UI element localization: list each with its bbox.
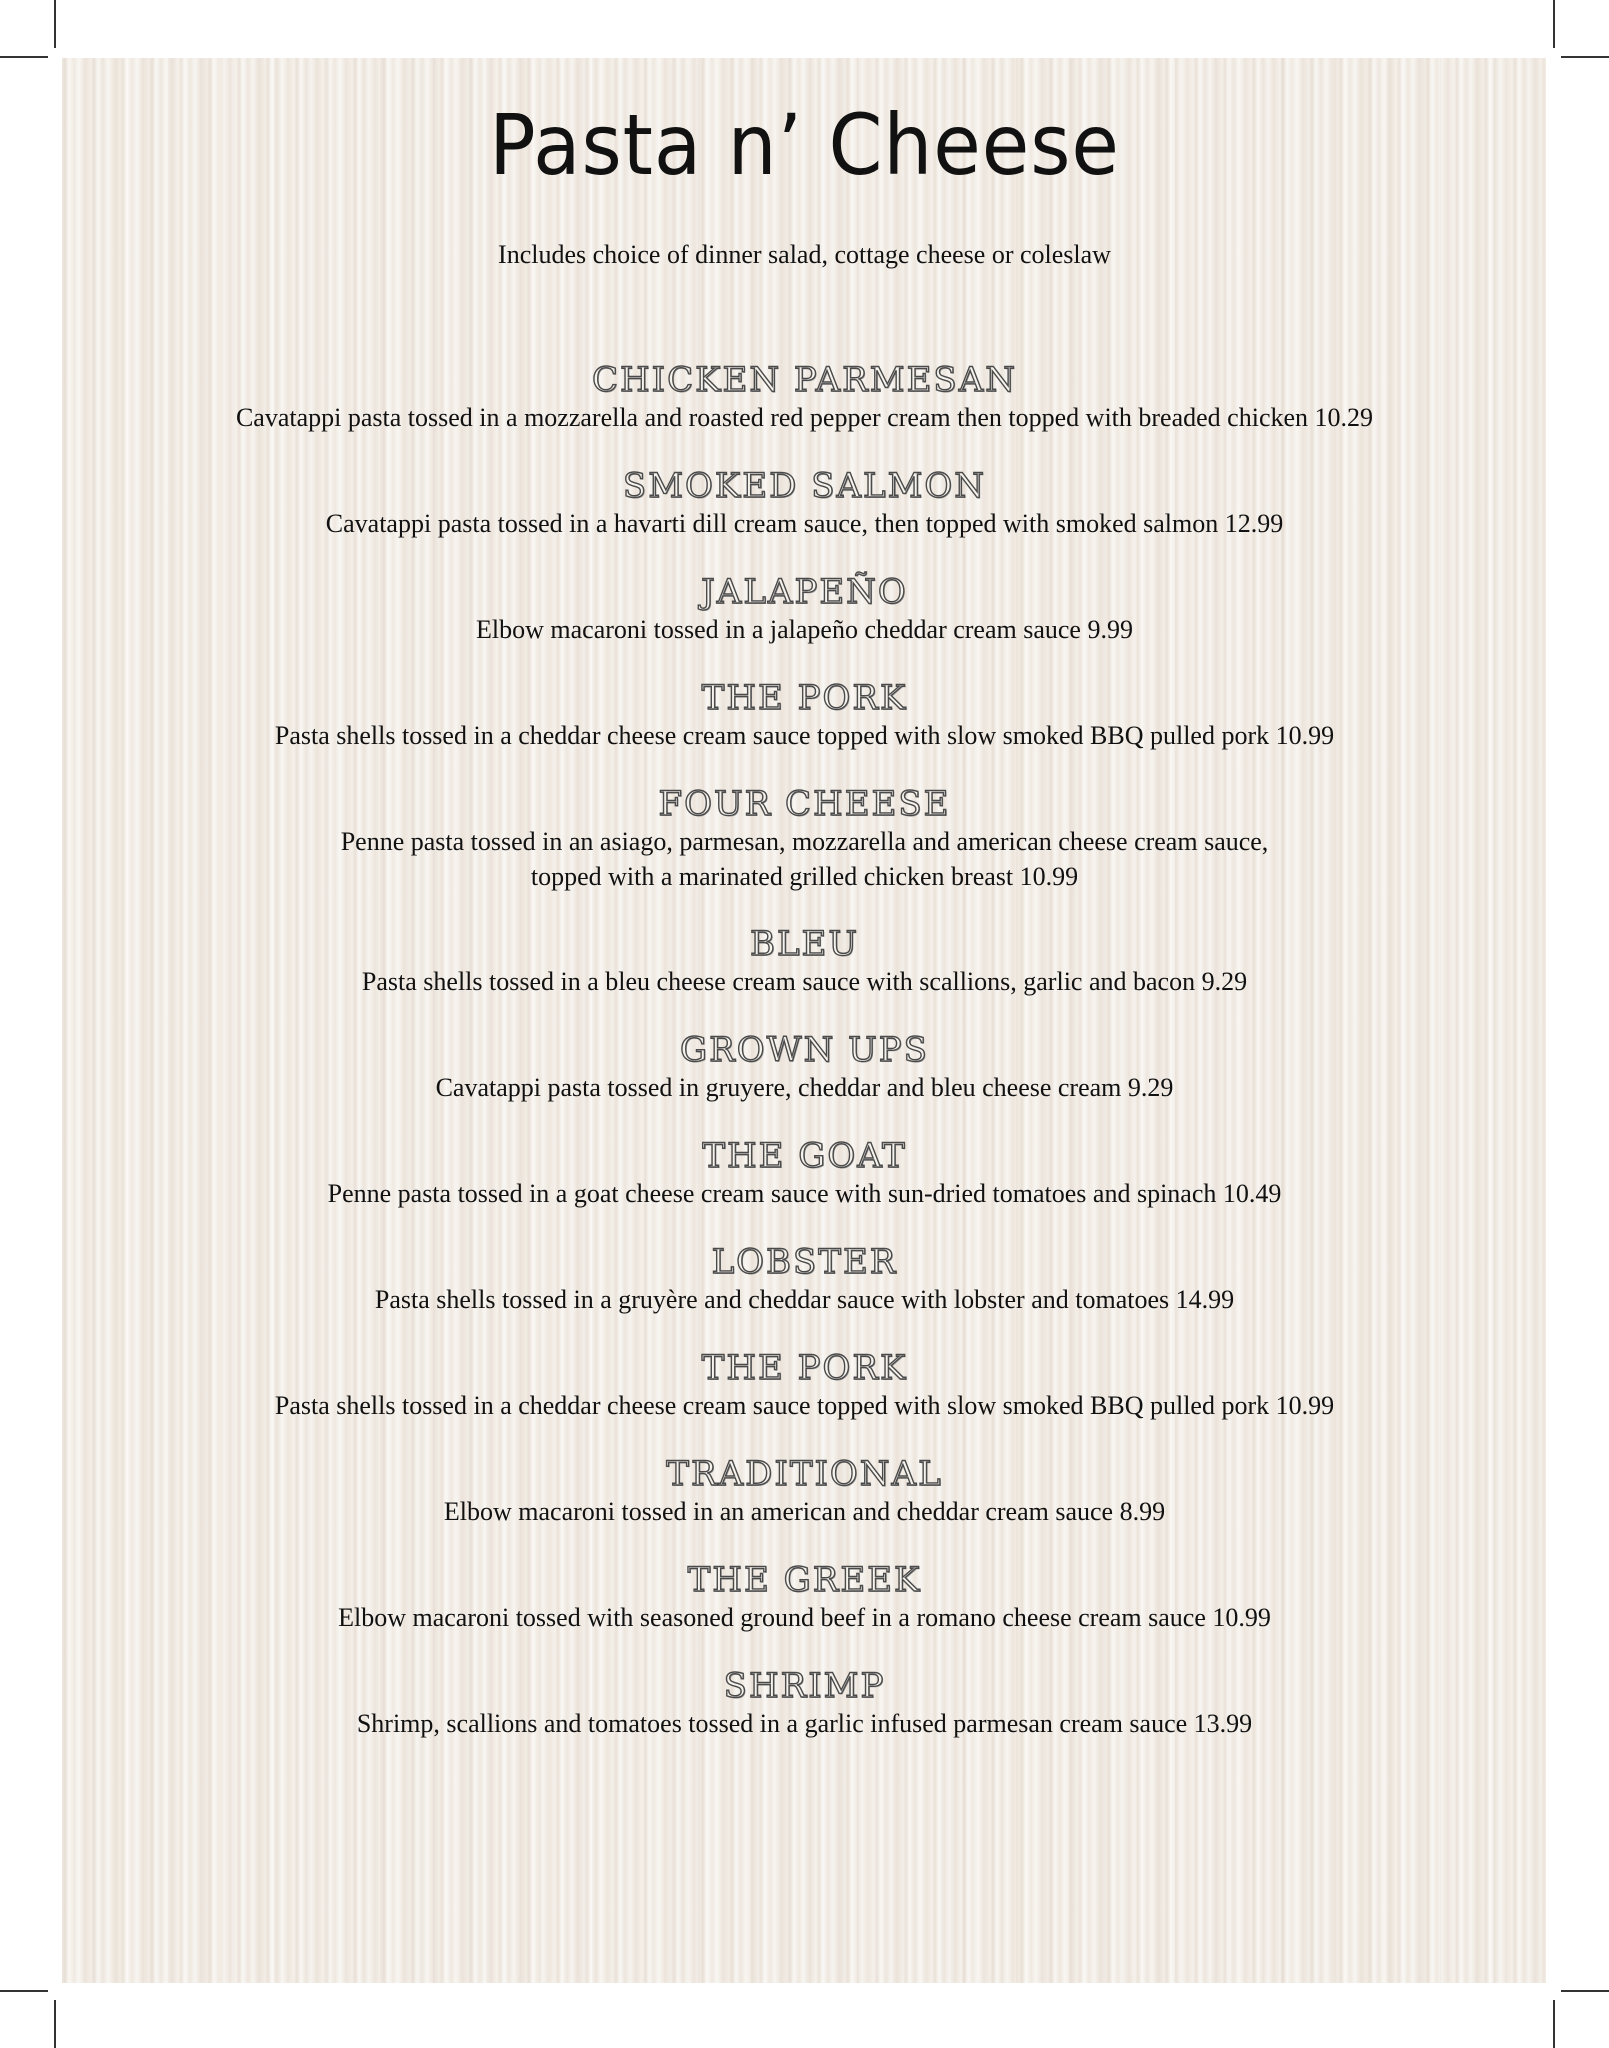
menu-item-name: THE GOAT: [702, 1136, 907, 1176]
menu-item-description: Penne pasta tossed in a goat cheese cream sauce with sun-dried tomatoes and spinach 10.49: [327, 1179, 1282, 1208]
crop-mark: [1553, 2000, 1555, 2048]
menu-item: [0, 1666, 1609, 1741]
crop-mark: [1561, 56, 1609, 58]
menu-item-description: Elbow macaroni tossed with seasoned ground beef in a romano cheese cream sauce 10.99: [338, 1603, 1271, 1632]
menu-item: [0, 360, 1609, 435]
menu-item-description: Pasta shells tossed in a gruyère and cheddar sauce with lobster and tomatoes 14.99: [374, 1285, 1235, 1314]
menu-item-description: Shrimp, scallions and tomatoes tossed in a garlic infused parmesan cream sauce 13.99: [356, 1709, 1253, 1738]
crop-mark: [0, 56, 48, 58]
menu-item-name: GROWN UPS: [680, 1030, 929, 1070]
menu-item-description-line2: topped with a marinated grilled chicken breast 10.99: [530, 862, 1079, 891]
menu-item-name: JALAPEÑO: [701, 572, 908, 612]
menu-item-name: BLEU: [749, 924, 860, 964]
menu-item-description: Pasta shells tossed in a cheddar cheese cream sauce topped with slow smoked BBQ pulled pork 10.99: [274, 721, 1335, 750]
menu-item: [0, 1030, 1609, 1105]
menu-item-description: Cavatappi pasta tossed in a havarti dill cream sauce, then topped with smoked salmon 12.99: [325, 509, 1284, 538]
menu-item: [0, 572, 1609, 647]
menu-item: [0, 1454, 1609, 1529]
menu-item: [0, 784, 1609, 894]
menu-item-description: Elbow macaroni tossed in a jalapeño cheddar cream sauce 9.99: [476, 615, 1133, 644]
menu-item-description: Cavatappi pasta tossed in gruyere, cheddar and bleu cheese cream 9.29: [435, 1073, 1174, 1102]
menu-item-name: THE GREEK: [687, 1560, 922, 1600]
page-subtitle: Includes choice of dinner salad, cottage cheese or coleslaw: [498, 240, 1111, 269]
page-title: Pasta n’ Cheese: [489, 96, 1120, 194]
menu-item-name: TRADITIONAL: [666, 1454, 943, 1494]
menu-item-description: Pasta shells tossed in a cheddar cheese cream sauce topped with slow smoked BBQ pulled pork 10.99: [274, 1391, 1335, 1420]
menu-item: [0, 678, 1609, 753]
menu-item-name: SMOKED SALMON: [622, 466, 987, 506]
menu-item: [0, 1136, 1609, 1211]
crop-mark: [1561, 1990, 1609, 1992]
menu-item: [0, 1242, 1609, 1317]
menu-item-name: FOUR CHEESE: [658, 784, 951, 824]
menu-item-description: Pasta shells tossed in a bleu cheese cream sauce with scallions, garlic and bacon 9.29: [361, 967, 1248, 996]
crop-mark: [54, 2000, 56, 2048]
menu-item-name: LOBSTER: [711, 1242, 898, 1282]
crop-mark: [0, 1990, 48, 1992]
menu-item-description: Elbow macaroni tossed in an american and cheddar cream sauce 8.99: [443, 1497, 1166, 1526]
menu-item: [0, 924, 1609, 999]
menu-item: [0, 1560, 1609, 1635]
menu-item-description: Penne pasta tossed in an asiago, parmesan, mozzarella and american cheese cream sauce,: [340, 827, 1269, 856]
menu-item-name: THE PORK: [701, 1348, 908, 1388]
menu-item-name: THE PORK: [701, 678, 908, 718]
crop-mark: [1553, 0, 1555, 48]
menu-item-description: Cavatappi pasta tossed in a mozzarella and roasted red pepper cream then topped with breaded chicken 10.29: [235, 403, 1374, 432]
menu-item-name: SHRIMP: [723, 1666, 886, 1706]
crop-mark: [54, 0, 56, 48]
menu-item: [0, 1348, 1609, 1423]
menu-item: [0, 466, 1609, 541]
menu-item-name: CHICKEN PARMESAN: [591, 360, 1018, 400]
